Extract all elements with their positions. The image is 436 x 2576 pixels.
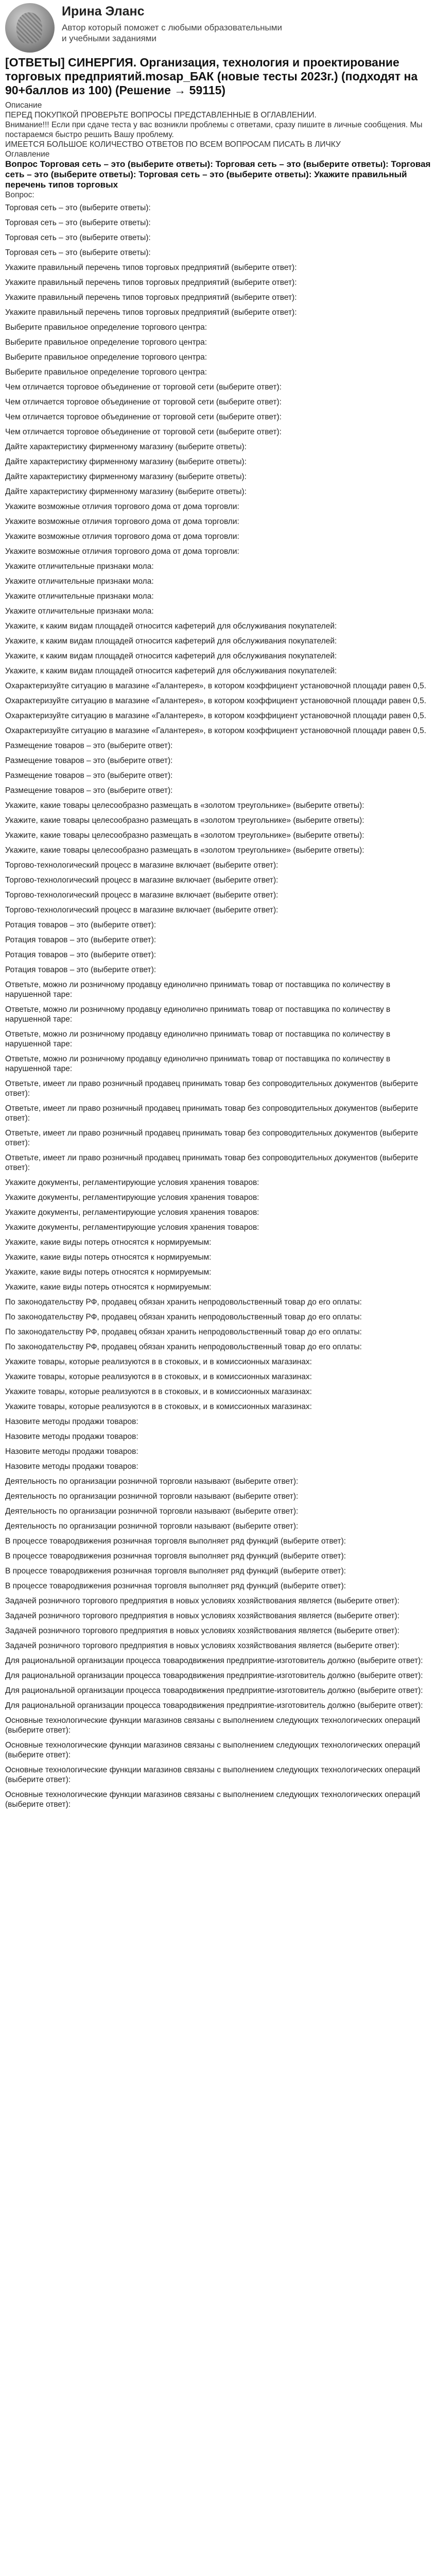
question-item: Дайте характеристику фирменному магазину (выберите ответы): [5,472,247,481]
question-item: Чем отличается торговое объединение от торговой сети (выберите ответ): [5,398,282,406]
question-item: Укажите правильный перечень типов торговых предприятий (выберите ответ): [5,263,297,272]
question-item: Укажите, какие виды потерь относятся к нормируемым: [5,1238,212,1247]
question-item: Укажите, какие виды потерь относятся к нормируемым: [5,1268,212,1277]
question-item: Укажите, какие виды потерь относятся к нормируемым: [5,1253,212,1262]
question-item: Размещение товаров – это (выберите ответ): [5,741,173,750]
author-name[interactable]: Ирина Эланс [62,4,145,19]
question-item: Размещение товаров – это (выберите ответ): [5,756,173,765]
question-item: Укажите возможные отличия торгового дома от дома торговли: [5,502,239,511]
question-item: Укажите, какие товары целесообразно размещать в «золотом треугольнике» (выберите ответы): [5,816,364,825]
question-item: Ответьте, имеет ли право розничный продавец принимать товар без сопроводительных документов (выберите ответ): [5,1079,418,1098]
question-item: Основные технологические функции магазинов связаны с выполнением следующих технологических операций (выберите ответ): [5,1716,421,1735]
avatar[interactable] [5,3,55,53]
question-item: По законодательству РФ, продавец обязан хранить непродовольственный товар до его оплаты: [5,1313,362,1321]
question-item: В процессе товародвижения розничная торговля выполняет ряд функций (выберите ответ): [5,1582,346,1590]
questions-label: Вопрос: [5,191,34,199]
question-item: Укажите документы, регламентирующие условия хранения товаров: [5,1178,259,1187]
question-item: Ответьте, можно ли розничному продавцу единолично принимать товар от поставщика по количеству в нарушенной таре: [5,1030,391,1048]
question-item: Укажите правильный перечень типов торговых предприятий (выберите ответ): [5,278,297,287]
question-item: Ответьте, имеет ли право розничный продавец принимать товар без сопроводительных документов (выберите ответ): [5,1154,418,1172]
question-item: Размещение товаров – это (выберите ответ): [5,786,173,795]
question-item: Укажите отличительные признаки мола: [5,562,154,571]
question-item: Дайте характеристику фирменному магазину (выберите ответы): [5,487,247,496]
question-item: Назовите методы продажи товаров: [5,1432,138,1441]
question-item: Деятельность по организации розничной торговли называют (выберите ответ): [5,1507,299,1516]
question-item: Чем отличается торговое объединение от торговой сети (выберите ответ): [5,428,282,436]
question-item: Выберите правильное определение торгового центра: [5,368,207,377]
question-item: Ответьте, можно ли розничному продавцу единолично принимать товар от поставщика по количеству в нарушенной таре: [5,980,391,999]
question-item: Чем отличается торговое объединение от торговой сети (выберите ответ): [5,413,282,421]
question-item: Укажите товары, которые реализуются в в стоковых, и в комиссионных магазинах: [5,1387,312,1396]
question-item: Укажите, какие товары целесообразно размещать в «золотом треугольнике» (выберите ответы): [5,846,364,855]
question-item: По законодательству РФ, продавец обязан хранить непродовольственный товар до его оплаты: [5,1328,362,1336]
notice-problems: Внимание!!! Если при сдаче теста у вас возникли проблемы с ответами, сразу пишите в личные сообщения. Мы постараемся быстро решить Вашу проблему. [5,121,423,139]
question-item: Охарактеризуйте ситуацию в магазине «Галантерея», в котором коэффициент установочной площади равен 0,5. [5,711,427,720]
question-item: Укажите, какие товары целесообразно размещать в «золотом треугольнике» (выберите ответы): [5,801,364,810]
question-item: Ответьте, можно ли розничному продавцу единолично принимать товар от поставщика по количеству в нарушенной таре: [5,1005,391,1024]
question-item: Укажите возможные отличия торгового дома от дома торговли: [5,547,239,556]
toc-label: Оглавление [5,150,50,159]
question-item: Укажите возможные отличия торгового дома от дома торговли: [5,532,239,541]
question-item: Торговая сеть – это (выберите ответы): [5,204,151,212]
question-item: Задачей розничного торгового предприятия в новых условиях хозяйствования является (выберите ответ): [5,1641,399,1650]
question-item: В процессе товародвижения розничная торговля выполняет ряд функций (выберите ответ): [5,1567,346,1575]
question-item: Укажите, к каким видам площадей относится кафетерий для обслуживания покупателей: [5,622,337,631]
question-item: Охарактеризуйте ситуацию в магазине «Галантерея», в котором коэффициент установочной площади равен 0,5. [5,697,427,705]
question-item: Назовите методы продажи товаров: [5,1417,138,1426]
question-item: Для рациональной организации процесса товародвижения предприятие-изготовитель должно (выберите ответ): [5,1656,423,1665]
question-item: Назовите методы продажи товаров: [5,1447,138,1456]
page-title: [ОТВЕТЫ] СИНЕРГИЯ. Организация, технология и проектирование торговых предприятий.mosap_БАК (новые тесты 2023г.) (подходят на 90+баллов из 100) (Решение → 59115) [5,56,418,97]
question-item: В процессе товародвижения розничная торговля выполняет ряд функций (выберите ответ): [5,1537,346,1546]
question-item: Основные технологические функции магазинов связаны с выполнением следующих технологических операций (выберите ответ): [5,1790,421,1809]
question-item: Задачей розничного торгового предприятия в новых условиях хозяйствования является (выберите ответ): [5,1597,399,1605]
question-item: Укажите документы, регламентирующие условия хранения товаров: [5,1193,259,1202]
question-item: Укажите, к каким видам площадей относится кафетерий для обслуживания покупателей: [5,637,337,646]
question-item: Ротация товаров – это (выберите ответ): [5,965,156,974]
question-item: Укажите возможные отличия торгового дома от дома торговли: [5,517,239,526]
lead-question: Вопрос Торговая сеть – это (выберите ответы): Торговая сеть – это (выберите ответы): Торговая сеть – это (выберите ответы): Торговая сеть – это (выберите ответы): Укажите правильный перечень типов торговых [5,159,431,190]
notice-check-questions: ПЕРЕД ПОКУПКОЙ ПРОВЕРЬТЕ ВОПРОСЫ ПРЕДСТАВЛЕННЫЕ В ОГЛАВЛЕНИИ. [5,111,317,120]
question-item: Укажите товары, которые реализуются в в стоковых, и в комиссионных магазинах: [5,1372,312,1381]
question-item: Укажите отличительные признаки мола: [5,577,154,586]
question-item: Торгово-технологический процесс в магазине включает (выберите ответ): [5,876,278,885]
question-item: Ответьте, можно ли розничному продавцу единолично принимать товар от поставщика по количеству в нарушенной таре: [5,1055,391,1073]
question-item: Деятельность по организации розничной торговли называют (выберите ответ): [5,1492,299,1501]
question-item: Назовите методы продажи товаров: [5,1462,138,1471]
question-item: Чем отличается торговое объединение от торговой сети (выберите ответ): [5,383,282,392]
question-item: Охарактеризуйте ситуацию в магазине «Галантерея», в котором коэффициент установочной площади равен 0,5. [5,726,427,735]
question-item: Укажите отличительные признаки мола: [5,592,154,601]
question-item: Для рациональной организации процесса товародвижения предприятие-изготовитель должно (выберите ответ): [5,1686,423,1695]
question-item: Торговая сеть – это (выберите ответы): [5,233,151,242]
question-item: Выберите правильное определение торгового центра: [5,323,207,332]
question-item: Ротация товаров – это (выберите ответ): [5,936,156,944]
question-item: Торгово-технологический процесс в магазине включает (выберите ответ): [5,906,278,914]
author-description: Автор который поможет с любыми образовательными и учебными заданиями [62,23,282,43]
question-item: Основные технологические функции магазинов связаны с выполнением следующих технологических операций (выберите ответ): [5,1741,421,1759]
question-item: Торгово-технологический процесс в магазине включает (выберите ответ): [5,891,278,900]
question-item: Укажите, к каким видам площадей относится кафетерий для обслуживания покупателей: [5,652,337,660]
question-item: Укажите документы, регламентирующие условия хранения товаров: [5,1208,259,1217]
question-item: Укажите правильный перечень типов торговых предприятий (выберите ответ): [5,293,297,302]
question-item: Выберите правильное определение торгового центра: [5,338,207,347]
question-item: Укажите товары, которые реализуются в в стоковых, и в комиссионных магазинах: [5,1402,312,1411]
question-item: Укажите правильный перечень типов торговых предприятий (выберите ответ): [5,308,297,317]
author-info [62,3,283,44]
question-item: Ответьте, имеет ли право розничный продавец принимать товар без сопроводительных документов (выберите ответ): [5,1104,418,1123]
question-item: Укажите отличительные признаки мола: [5,607,154,616]
question-item: Ответьте, имеет ли право розничный продавец принимать товар без сопроводительных документов (выберите ответ): [5,1129,418,1147]
question-item: Дайте характеристику фирменному магазину (выберите ответы): [5,457,247,466]
question-item: Задачей розничного торгового предприятия в новых условиях хозяйствования является (выберите ответ): [5,1626,399,1635]
question-item: Основные технологические функции магазинов связаны с выполнением следующих технологических операций (выберите ответ): [5,1766,421,1784]
author-header [0,0,436,54]
question-item: Выберите правильное определение торгового центра: [5,353,207,362]
description-label: Описание [5,101,42,110]
question-item: Задачей розничного торгового предприятия в новых условиях хозяйствования является (выберите ответ): [5,1612,399,1620]
question-item: Размещение товаров – это (выберите ответ): [5,771,173,780]
question-item: Деятельность по организации розничной торговли называют (выберите ответ): [5,1477,299,1486]
question-item: Охарактеризуйте ситуацию в магазине «Галантерея», в котором коэффициент установочной площади равен 0,5. [5,682,427,690]
question-item: Ротация товаров – это (выберите ответ): [5,921,156,929]
question-item: Укажите документы, регламентирующие условия хранения товаров: [5,1223,259,1232]
description-block [0,100,436,200]
question-item: Укажите товары, которые реализуются в в стоковых, и в комиссионных магазинах: [5,1358,312,1366]
question-item: По законодательству РФ, продавец обязан хранить непродовольственный товар до его оплаты: [5,1298,362,1307]
question-item: Укажите, к каким видам площадей относится кафетерий для обслуживания покупателей: [5,667,337,675]
question-item: Укажите, какие виды потерь относятся к нормируемым: [5,1283,212,1292]
question-item: В процессе товародвижения розничная торговля выполняет ряд функций (выберите ответ): [5,1552,346,1561]
question-item: Деятельность по организации розничной торговли называют (выберите ответ): [5,1522,299,1531]
question-item: Укажите, какие товары целесообразно размещать в «золотом треугольнике» (выберите ответы): [5,831,364,840]
question-item: Торговая сеть – это (выберите ответы): [5,248,151,257]
notice-contact: ИМЕЕТСЯ БОЛЬШОЕ КОЛИЧЕСТВО ОТВЕТОВ ПО ВСЕМ ВОПРОСАМ ПИСАТЬ В ЛИЧКУ [5,140,341,149]
question-item: Для рациональной организации процесса товародвижения предприятие-изготовитель должно (выберите ответ): [5,1701,423,1710]
question-item: По законодательству РФ, продавец обязан хранить непродовольственный товар до его оплаты: [5,1343,362,1351]
question-item: Торгово-технологический процесс в магазине включает (выберите ответ): [5,861,278,870]
question-item: Ротация товаров – это (выберите ответ): [5,951,156,959]
question-list [0,203,436,1809]
question-item: Дайте характеристику фирменному магазину (выберите ответы): [5,443,247,451]
question-item: Торговая сеть – это (выберите ответы): [5,218,151,227]
question-item: Для рациональной организации процесса товародвижения предприятие-изготовитель должно (выберите ответ): [5,1671,423,1680]
